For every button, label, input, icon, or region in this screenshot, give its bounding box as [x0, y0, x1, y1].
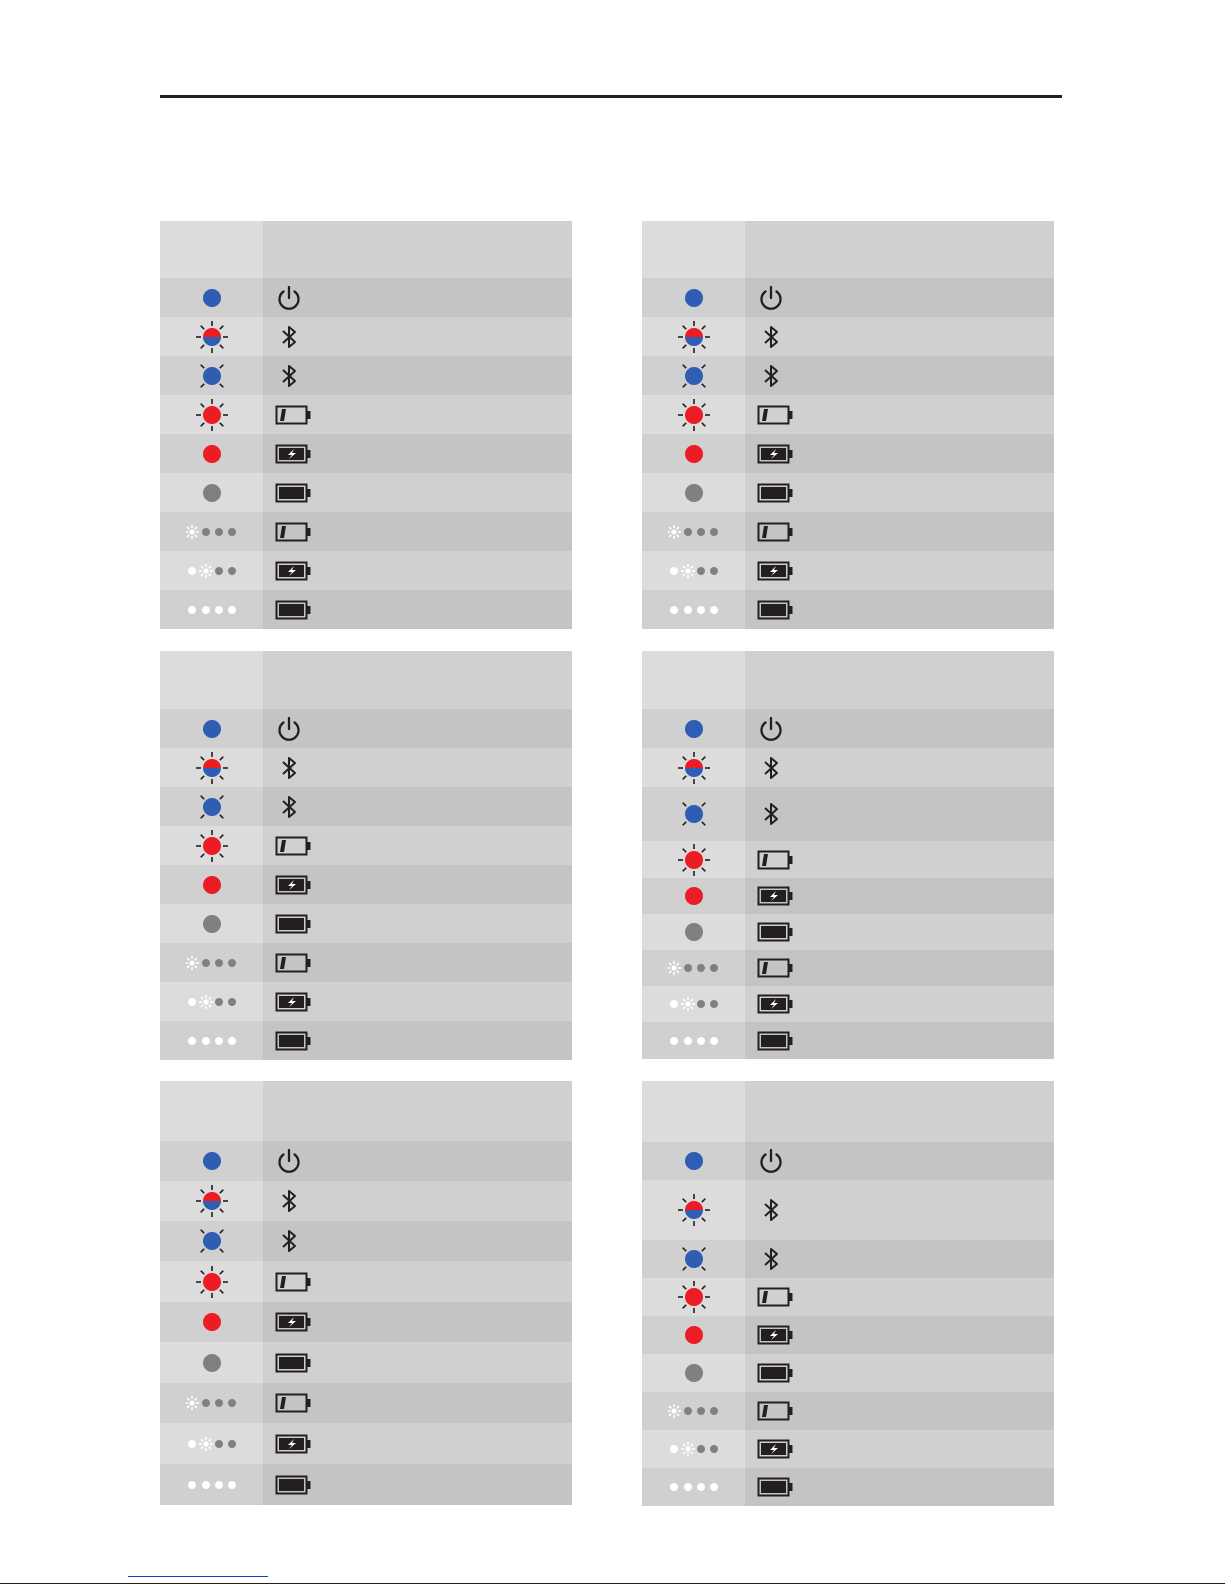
table-row	[642, 356, 1054, 395]
header-indicator-cell	[642, 221, 745, 278]
status-cell	[745, 1022, 1054, 1059]
flashing-red-blue-led-icon	[674, 1190, 714, 1230]
table-row	[160, 709, 572, 748]
header-indicator-cell	[642, 651, 745, 709]
indicator-cell	[160, 395, 263, 434]
four-dots-second-flashing-icon	[668, 563, 720, 579]
status-cell	[745, 1354, 1054, 1392]
indicator-cell	[642, 1354, 745, 1392]
flashing-red-led-icon	[674, 1277, 714, 1317]
table-header-row	[160, 651, 572, 709]
status-cell	[263, 1342, 572, 1383]
table-row	[642, 1240, 1054, 1278]
power-icon	[275, 284, 303, 312]
table-row	[160, 551, 572, 590]
table-row	[642, 1142, 1054, 1180]
four-dots-second-flashing-icon	[668, 996, 720, 1012]
battery-low-icon	[275, 836, 313, 856]
four-dots-all-white-icon	[668, 1033, 720, 1049]
indicator-cell	[160, 1342, 263, 1383]
status-cell	[745, 1240, 1054, 1278]
four-dots-first-flashing-icon	[186, 955, 238, 971]
four-dots-all-white-icon	[186, 1477, 238, 1493]
header-status-cell	[745, 651, 1054, 709]
solid-gray-led-icon	[192, 1343, 232, 1383]
solid-blue-led-icon	[192, 709, 232, 749]
indicator-cell	[642, 317, 745, 356]
table-row	[160, 748, 572, 787]
indicator-cell	[642, 1316, 745, 1354]
indicator-cell	[160, 356, 263, 395]
indicator-cell	[642, 1468, 745, 1506]
solid-blue-led-icon	[674, 709, 714, 749]
status-cell	[745, 434, 1054, 473]
bluetooth-icon	[275, 361, 303, 391]
indicator-cell	[160, 982, 263, 1021]
power-icon	[757, 1147, 785, 1175]
table-row	[642, 590, 1054, 629]
flashing-blue-led-icon	[674, 356, 714, 396]
solid-red-led-icon	[674, 1315, 714, 1355]
header-status-cell	[745, 1081, 1054, 1142]
table-row	[160, 943, 572, 982]
header-status-cell	[263, 651, 572, 709]
table-row	[160, 1423, 572, 1464]
battery-charging-icon	[757, 1439, 795, 1459]
indicator-cell	[160, 865, 263, 904]
status-cell	[263, 1141, 572, 1181]
status-cell	[263, 1261, 572, 1302]
panel-5	[160, 1081, 572, 1505]
indicator-cell	[160, 512, 263, 551]
status-cell	[263, 356, 572, 395]
table-row	[642, 473, 1054, 512]
status-cell	[263, 904, 572, 943]
solid-red-led-icon	[192, 434, 232, 474]
panel-3	[160, 651, 572, 1060]
bluetooth-icon	[757, 1195, 785, 1225]
status-cell	[263, 1302, 572, 1342]
status-cell	[745, 1468, 1054, 1506]
four-dots-first-flashing-icon	[186, 524, 238, 540]
table-row	[160, 826, 572, 865]
battery-full-icon	[757, 1363, 795, 1383]
panel-1	[160, 221, 572, 629]
flashing-blue-led-icon	[192, 356, 232, 396]
battery-low-icon	[275, 522, 313, 542]
table-row	[160, 982, 572, 1021]
four-dots-all-white-icon	[186, 1033, 238, 1049]
indicator-cell	[160, 748, 263, 787]
table-row	[642, 748, 1054, 787]
header-indicator-cell	[160, 651, 263, 709]
status-cell	[263, 787, 572, 826]
panel-2	[642, 221, 1054, 629]
indicator-cell	[642, 787, 745, 841]
status-cell	[745, 1392, 1054, 1430]
flashing-red-led-icon	[674, 395, 714, 435]
table-header-row	[642, 1081, 1054, 1142]
indicator-cell	[160, 1141, 263, 1181]
battery-charging-icon	[757, 1325, 795, 1345]
four-dots-second-flashing-icon	[668, 1441, 720, 1457]
indicator-cell	[160, 904, 263, 943]
battery-full-icon	[757, 1477, 795, 1497]
four-dots-all-white-icon	[186, 602, 238, 618]
battery-low-icon	[275, 953, 313, 973]
status-cell	[263, 748, 572, 787]
bluetooth-icon	[275, 1226, 303, 1256]
bluetooth-icon	[275, 792, 303, 822]
solid-blue-led-icon	[192, 1141, 232, 1181]
indicator-cell	[642, 434, 745, 473]
four-dots-second-flashing-icon	[186, 563, 238, 579]
table-row	[642, 1468, 1054, 1506]
status-cell	[745, 878, 1054, 914]
status-cell	[263, 395, 572, 434]
status-cell	[745, 1180, 1054, 1240]
power-icon	[275, 1147, 303, 1175]
battery-full-icon	[275, 600, 313, 620]
battery-low-icon	[757, 1401, 795, 1421]
indicator-cell	[642, 1278, 745, 1316]
table-header-row	[160, 221, 572, 278]
battery-charging-icon	[757, 886, 795, 906]
indicator-cell	[160, 787, 263, 826]
status-cell	[745, 1316, 1054, 1354]
bluetooth-icon	[275, 322, 303, 352]
flashing-blue-led-icon	[192, 1221, 232, 1261]
indicator-cell	[160, 434, 263, 473]
table-row	[160, 1383, 572, 1423]
flashing-blue-led-icon	[192, 787, 232, 827]
header-indicator-cell	[160, 221, 263, 278]
battery-charging-icon	[275, 875, 313, 895]
indicator-cell	[160, 1383, 263, 1423]
indicator-cell	[642, 748, 745, 787]
table-row	[642, 709, 1054, 748]
flashing-red-led-icon	[674, 840, 714, 880]
indicator-cell	[642, 395, 745, 434]
header-indicator-cell	[160, 1081, 263, 1141]
table-header-row	[642, 651, 1054, 709]
status-cell	[263, 1464, 572, 1505]
battery-low-icon	[275, 405, 313, 425]
solid-red-led-icon	[192, 1302, 232, 1342]
bottom-rule	[0, 1583, 1225, 1584]
status-cell	[263, 1221, 572, 1261]
status-cell	[263, 1423, 572, 1464]
indicator-cell	[160, 1423, 263, 1464]
status-cell	[263, 982, 572, 1021]
solid-red-led-icon	[674, 434, 714, 474]
table-row	[642, 878, 1054, 914]
battery-low-icon	[275, 1272, 313, 1292]
table-row	[642, 1278, 1054, 1316]
status-cell	[745, 914, 1054, 950]
indicator-cell	[160, 278, 263, 317]
battery-low-icon	[757, 1287, 795, 1307]
table-row	[642, 1392, 1054, 1430]
table-row	[642, 950, 1054, 986]
table-row	[160, 1464, 572, 1505]
indicator-cell	[160, 473, 263, 512]
status-cell	[263, 278, 572, 317]
table-row	[160, 1181, 572, 1221]
bluetooth-icon	[275, 1186, 303, 1216]
solid-gray-led-icon	[674, 912, 714, 952]
indicator-cell	[160, 1464, 263, 1505]
status-cell	[745, 590, 1054, 629]
table-row	[160, 1141, 572, 1181]
status-cell	[745, 986, 1054, 1022]
table-row	[160, 278, 572, 317]
indicator-cell	[642, 1430, 745, 1468]
four-dots-second-flashing-icon	[186, 994, 238, 1010]
four-dots-second-flashing-icon	[186, 1436, 238, 1452]
table-row	[642, 1430, 1054, 1468]
status-cell	[263, 434, 572, 473]
battery-low-icon	[757, 850, 795, 870]
status-cell	[745, 787, 1054, 841]
indicator-cell	[160, 1181, 263, 1221]
power-icon	[757, 715, 785, 743]
status-cell	[745, 512, 1054, 551]
battery-low-icon	[275, 1393, 313, 1413]
table-row	[642, 512, 1054, 551]
status-cell	[745, 551, 1054, 590]
panel-6	[642, 1081, 1054, 1506]
indicator-cell	[160, 1302, 263, 1342]
status-cell	[745, 709, 1054, 748]
indicator-cell	[160, 551, 263, 590]
flashing-red-blue-led-icon	[192, 317, 232, 357]
table-row	[160, 1342, 572, 1383]
flashing-red-blue-led-icon	[192, 1181, 232, 1221]
indicator-cell	[642, 1022, 745, 1059]
footer-link-underline[interactable]	[128, 1576, 268, 1577]
table-row	[642, 914, 1054, 950]
status-cell	[745, 950, 1054, 986]
flashing-red-blue-led-icon	[674, 748, 714, 788]
status-cell	[263, 473, 572, 512]
indicator-cell	[160, 709, 263, 748]
status-cell	[263, 826, 572, 865]
status-cell	[745, 278, 1054, 317]
indicator-cell	[642, 914, 745, 950]
battery-low-icon	[757, 405, 795, 425]
battery-low-icon	[757, 958, 795, 978]
battery-full-icon	[757, 1031, 795, 1051]
four-dots-all-white-icon	[668, 602, 720, 618]
table-row	[160, 787, 572, 826]
solid-blue-led-icon	[674, 278, 714, 318]
flashing-red-led-icon	[192, 826, 232, 866]
status-cell	[745, 1278, 1054, 1316]
table-row	[160, 865, 572, 904]
table-header-row	[642, 221, 1054, 278]
four-dots-first-flashing-icon	[668, 524, 720, 540]
top-rule	[160, 95, 1062, 98]
four-dots-first-flashing-icon	[186, 1395, 238, 1411]
table-row	[642, 434, 1054, 473]
table-row	[642, 986, 1054, 1022]
indicator-cell	[642, 950, 745, 986]
table-header-row	[160, 1081, 572, 1141]
status-cell	[745, 748, 1054, 787]
indicator-cell	[642, 1392, 745, 1430]
table-row	[642, 1180, 1054, 1240]
battery-full-icon	[757, 922, 795, 942]
header-status-cell	[745, 221, 1054, 278]
solid-gray-led-icon	[674, 1353, 714, 1393]
indicator-cell	[642, 709, 745, 748]
flashing-red-blue-led-icon	[674, 317, 714, 357]
indicator-cell	[642, 551, 745, 590]
table-row	[642, 1022, 1054, 1059]
solid-gray-led-icon	[674, 473, 714, 513]
power-icon	[275, 715, 303, 743]
header-status-cell	[263, 221, 572, 278]
status-cell	[263, 317, 572, 356]
table-row	[642, 278, 1054, 317]
solid-blue-led-icon	[192, 278, 232, 318]
battery-charging-icon	[275, 992, 313, 1012]
table-row	[160, 512, 572, 551]
bluetooth-icon	[757, 322, 785, 352]
status-cell	[745, 841, 1054, 878]
battery-full-icon	[275, 1353, 313, 1373]
indicator-cell	[160, 590, 263, 629]
battery-charging-icon	[275, 1434, 313, 1454]
table-row	[642, 1316, 1054, 1354]
indicator-cell	[642, 878, 745, 914]
solid-gray-led-icon	[192, 473, 232, 513]
battery-charging-icon	[757, 561, 795, 581]
status-cell	[745, 1430, 1054, 1468]
table-row	[160, 590, 572, 629]
bluetooth-icon	[757, 361, 785, 391]
flashing-red-led-icon	[192, 395, 232, 435]
status-cell	[745, 395, 1054, 434]
status-cell	[263, 1021, 572, 1060]
panel-4	[642, 651, 1054, 1059]
status-cell	[745, 356, 1054, 395]
indicator-cell	[642, 512, 745, 551]
header-status-cell	[263, 1081, 572, 1141]
battery-charging-icon	[275, 561, 313, 581]
flashing-red-led-icon	[192, 1262, 232, 1302]
table-row	[160, 1221, 572, 1261]
four-dots-all-white-icon	[668, 1479, 720, 1495]
battery-full-icon	[275, 914, 313, 934]
bluetooth-icon	[757, 1244, 785, 1274]
table-row	[160, 1261, 572, 1302]
table-row	[160, 356, 572, 395]
header-indicator-cell	[642, 1081, 745, 1142]
battery-charging-icon	[757, 994, 795, 1014]
table-row	[642, 551, 1054, 590]
battery-low-icon	[757, 522, 795, 542]
indicator-cell	[642, 1240, 745, 1278]
indicator-cell	[642, 1142, 745, 1180]
indicator-cell	[160, 1261, 263, 1302]
indicator-cell	[642, 1180, 745, 1240]
indicator-cell	[642, 473, 745, 512]
status-cell	[263, 865, 572, 904]
table-row	[642, 787, 1054, 841]
status-cell	[263, 590, 572, 629]
flashing-blue-led-icon	[674, 794, 714, 834]
indicator-cell	[160, 1021, 263, 1060]
flashing-red-blue-led-icon	[192, 748, 232, 788]
indicator-cell	[160, 1221, 263, 1261]
solid-blue-led-icon	[674, 1141, 714, 1181]
battery-full-icon	[275, 483, 313, 503]
table-row	[642, 1354, 1054, 1392]
status-cell	[745, 317, 1054, 356]
solid-gray-led-icon	[192, 904, 232, 944]
battery-full-icon	[757, 483, 795, 503]
indicator-cell	[160, 826, 263, 865]
solid-red-led-icon	[192, 865, 232, 905]
battery-full-icon	[275, 1475, 313, 1495]
table-row	[160, 434, 572, 473]
battery-charging-icon	[275, 1312, 313, 1332]
status-cell	[263, 551, 572, 590]
indicator-cell	[642, 590, 745, 629]
status-cell	[263, 512, 572, 551]
four-dots-first-flashing-icon	[668, 1403, 720, 1419]
table-row	[642, 841, 1054, 878]
indicator-cell	[642, 841, 745, 878]
battery-charging-icon	[757, 444, 795, 464]
battery-charging-icon	[275, 444, 313, 464]
status-cell	[263, 943, 572, 982]
status-cell	[263, 1181, 572, 1221]
bluetooth-icon	[757, 799, 785, 829]
battery-full-icon	[275, 1031, 313, 1051]
table-row	[160, 395, 572, 434]
indicator-cell	[160, 943, 263, 982]
status-cell	[745, 1142, 1054, 1180]
table-row	[160, 1302, 572, 1342]
flashing-blue-led-icon	[674, 1239, 714, 1279]
indicator-cell	[160, 317, 263, 356]
status-cell	[263, 709, 572, 748]
table-row	[160, 904, 572, 943]
four-dots-first-flashing-icon	[668, 960, 720, 976]
table-row	[160, 473, 572, 512]
table-row	[642, 317, 1054, 356]
indicator-cell	[642, 356, 745, 395]
battery-full-icon	[757, 600, 795, 620]
bluetooth-icon	[275, 753, 303, 783]
indicator-cell	[642, 986, 745, 1022]
solid-red-led-icon	[674, 876, 714, 916]
power-icon	[757, 284, 785, 312]
status-cell	[263, 1383, 572, 1423]
table-row	[642, 395, 1054, 434]
bluetooth-icon	[757, 753, 785, 783]
indicator-cell	[642, 278, 745, 317]
status-cell	[745, 473, 1054, 512]
table-row	[160, 1021, 572, 1060]
table-row	[160, 317, 572, 356]
